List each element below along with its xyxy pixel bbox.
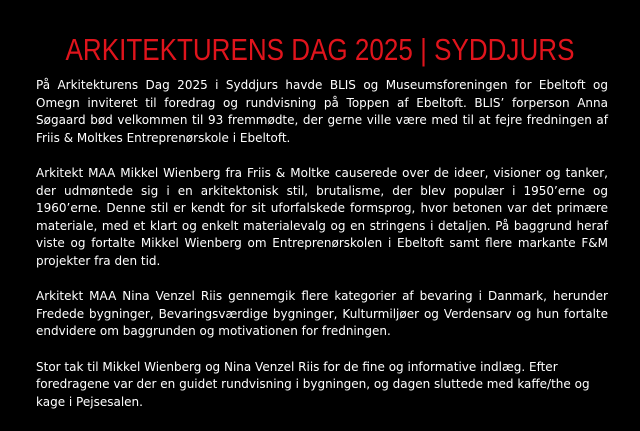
paragraph-nina-venzel-riis: Arkitekt MAA Nina Venzel Riis gennemgik flere kategorier af bevaring i Danmark, herunder Fredede bygninger, Bevaringsværdige bygninger, Kulturmiljøer og Verdensarv og hun fortalte endvidere om baggrunden og motivationen for fredningen.	[36, 289, 608, 339]
paragraph-mikkel-wienberg: Arkitekt MAA Mikkel Wienberg fra Friis & Moltke causerede over de ideer, visioner og tanker, der udmøntede sig i en arkitektonisk stil, brutalisme, der blev populær i 1950’erne og 1960’erne. Denne stil er kendt for sit uforfalskede formsprog, hvor betonen var det primære materiale, med et klart og enkelt materialevalg og en stringens i detaljen. På baggrund heraf viste og fortalte Mikkel Wienberg om Entreprenørskolen i Ebeltoft samt flere markante F&M projekter fra den tid.	[36, 165, 608, 268]
article-body	[36, 77, 608, 411]
page-title: ARKITEKTURENS DAG 2025 | SYDDJURS	[65, 32, 575, 67]
paragraph-thanks: Stor tak til Mikkel Wienberg og Nina Venzel Riis for de fine og informative indlæg. Efter foredragene var der en guidet rundvisning i bygningen, og dagen sluttede med kaffe/the og kage i Pejsesalen.	[36, 359, 590, 409]
paragraph-intro: På Arkitekturens Dag 2025 i Syddjurs havde BLIS og Museumsforeningen for Ebeltoft og Omegn inviteret til foredrag og rundvisning på Toppen af Ebeltoft. BLIS’ forperson Anna Søgaard bød velkommen til 93 fremmødte, der gerne ville være med til at fejre fredningen af Friis & Moltkes Entreprenørskole i Ebeltoft.	[36, 78, 608, 145]
